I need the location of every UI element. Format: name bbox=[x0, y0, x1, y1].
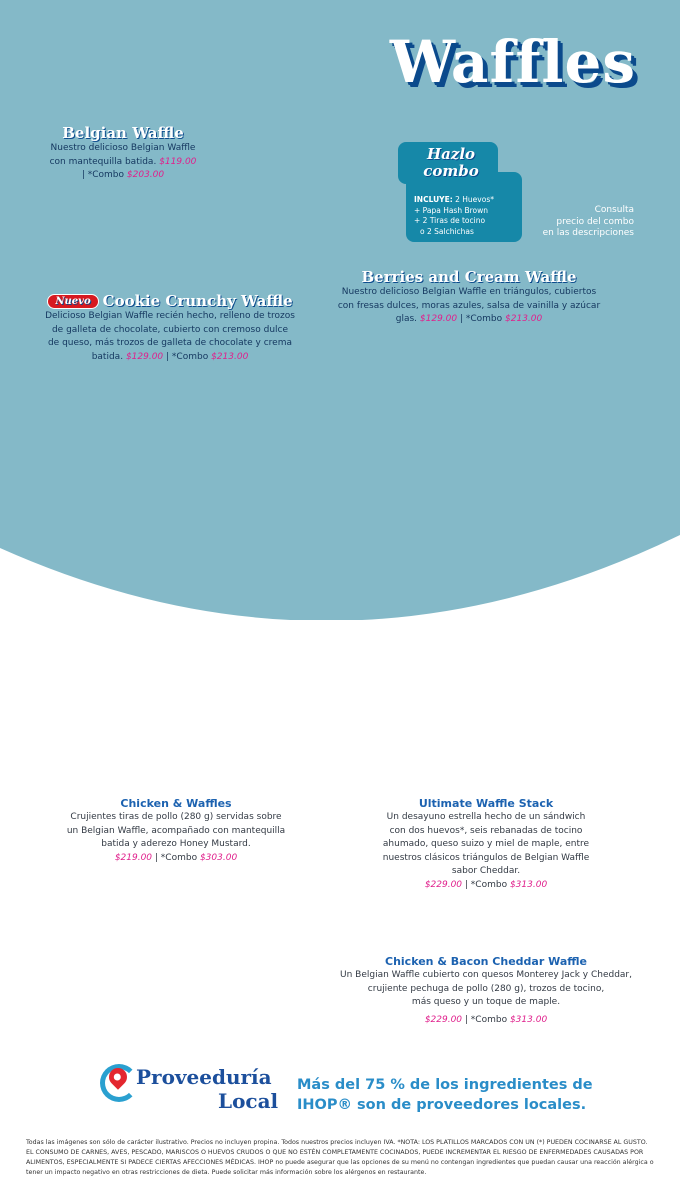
item-name: Berries and Cream Waffle bbox=[361, 268, 577, 286]
item-description: Crujientes tiras de pollo (280 g) servidas sobre un Belgian Waffle, acompañado con mantequilla batida y aderezo Honey Mustard. $219.00 | *Combo $303.00 bbox=[66, 812, 286, 863]
combo-includes-list: INCLUYE: 2 Huevos* + Papa Hash Brown + 2 Tiras de tocino o 2 Salchichas bbox=[414, 195, 494, 236]
page-title: Waffles bbox=[389, 28, 636, 96]
menu-item-belgian-waffle bbox=[40, 124, 206, 183]
combo-price: $213.00 bbox=[211, 351, 249, 362]
local-sourcing-logo: Proveeduría Local bbox=[98, 1062, 288, 1118]
menu-item-ultimate-waffle-stack bbox=[366, 796, 606, 892]
item-description: Un desayuno estrella hecho de un sándwich con dos huevos*, seis rebanadas de tocino ahumado, queso suizo y miel de maple, entre nuestros clásicos triángulos de Belgian Waffle sabor Cheddar. $229.00 | *Combo $313.00 bbox=[382, 812, 590, 890]
item-description: Delicioso Belgian Waffle recién hecho, relleno de trozos de galleta de chocolate, cubierto con cremoso dulce de queso, más trozos de galleta de chocolate y crema batida. $129.00 | *Combo $213.00 bbox=[45, 311, 295, 362]
local-sourcing-message: Más del 75 % de los ingredientes de IHOP® son de proveedores locales. bbox=[297, 1077, 593, 1113]
item-price: $129.00 bbox=[419, 314, 458, 324]
item-name: Chicken & Bacon Cheddar Waffle bbox=[385, 955, 587, 968]
menu-item-cookie-crunchy-waffle bbox=[40, 292, 300, 364]
item-price: $229.00 bbox=[424, 879, 463, 890]
item-description: Un Belgian Waffle cubierto con quesos Monterey Jack y Cheddar, crujiente pechuga de pollo (280 g), trozos de tocino, más queso y un toque de maple. $229.00 | *Combo $313.00 bbox=[340, 970, 632, 1025]
item-price: $229.00 bbox=[424, 1014, 463, 1025]
combo-title: Hazlo combo bbox=[423, 145, 479, 180]
new-badge: Nuevo bbox=[47, 294, 98, 309]
item-description: Nuestro delicioso Belgian Waffle con mantequilla batida. $119.00 | *Combo $203.00 bbox=[49, 143, 197, 180]
item-price: $219.00 bbox=[114, 852, 153, 863]
item-description: Nuestro delicioso Belgian Waffle en triángulos, cubiertos con fresas dulces, moras azules, salsa de vainilla y azúcar glas. $129.00 | *Combo $213.00 bbox=[337, 287, 601, 324]
menu-item-berries-cream-waffle bbox=[334, 268, 604, 327]
combo-tag bbox=[398, 142, 498, 184]
item-name: Ultimate Waffle Stack bbox=[418, 797, 554, 810]
item-name: Nuevo Cookie Crunchy Waffle bbox=[40, 292, 300, 310]
menu-item-chicken-waffles bbox=[56, 796, 296, 865]
combo-price: $303.00 bbox=[199, 852, 238, 863]
combo-price: $313.00 bbox=[509, 1014, 548, 1025]
item-name: Chicken & Waffles bbox=[120, 797, 232, 810]
legal-disclaimer: Todas las imágenes son sólo de carácter ilustrativo. Precios no incluyen propina. Todos nuestros precios incluyen IVA. *NOTA: LOS PLATILLOS MARCADOS CON UN (*) PUEDEN COCINARSE AL GUSTO. EL CONSUMO DE CARNES, AVES, PESCADO, MARISCOS O HUEVOS CRUDOS O QUE NO ESTÉN COMPLETAMENTE COCINADOS, PUEDE INCREMENTAR EL RIESGO DE ENFERMEDADES CAUSADAS POR ALIMENTOS, ESPECIALMENTE SI PADECE CIERTAS AFECCIONES MÉDICAS. IHOP no puede asegurar que las opciones de su menú no contengan ingredientes que puedan causar una reacción alérgica o tener un impacto negativo en otras restricciones de dieta. Puede solicitar más información sobre los alérgenos en restaurante. bbox=[26, 1139, 654, 1176]
item-price: $129.00 bbox=[125, 351, 164, 362]
menu-item-chicken-bacon-cheddar-waffle bbox=[326, 954, 646, 1027]
combo-price: $313.00 bbox=[509, 879, 548, 890]
combo-note: Consulta precio del combo en las descripciones bbox=[542, 205, 634, 238]
combo-price: $203.00 bbox=[126, 170, 165, 180]
combo-price: $213.00 bbox=[505, 314, 543, 324]
combo-badge bbox=[398, 142, 526, 242]
item-price: $119.00 bbox=[159, 156, 197, 167]
item-name: Belgian Waffle bbox=[62, 124, 184, 142]
